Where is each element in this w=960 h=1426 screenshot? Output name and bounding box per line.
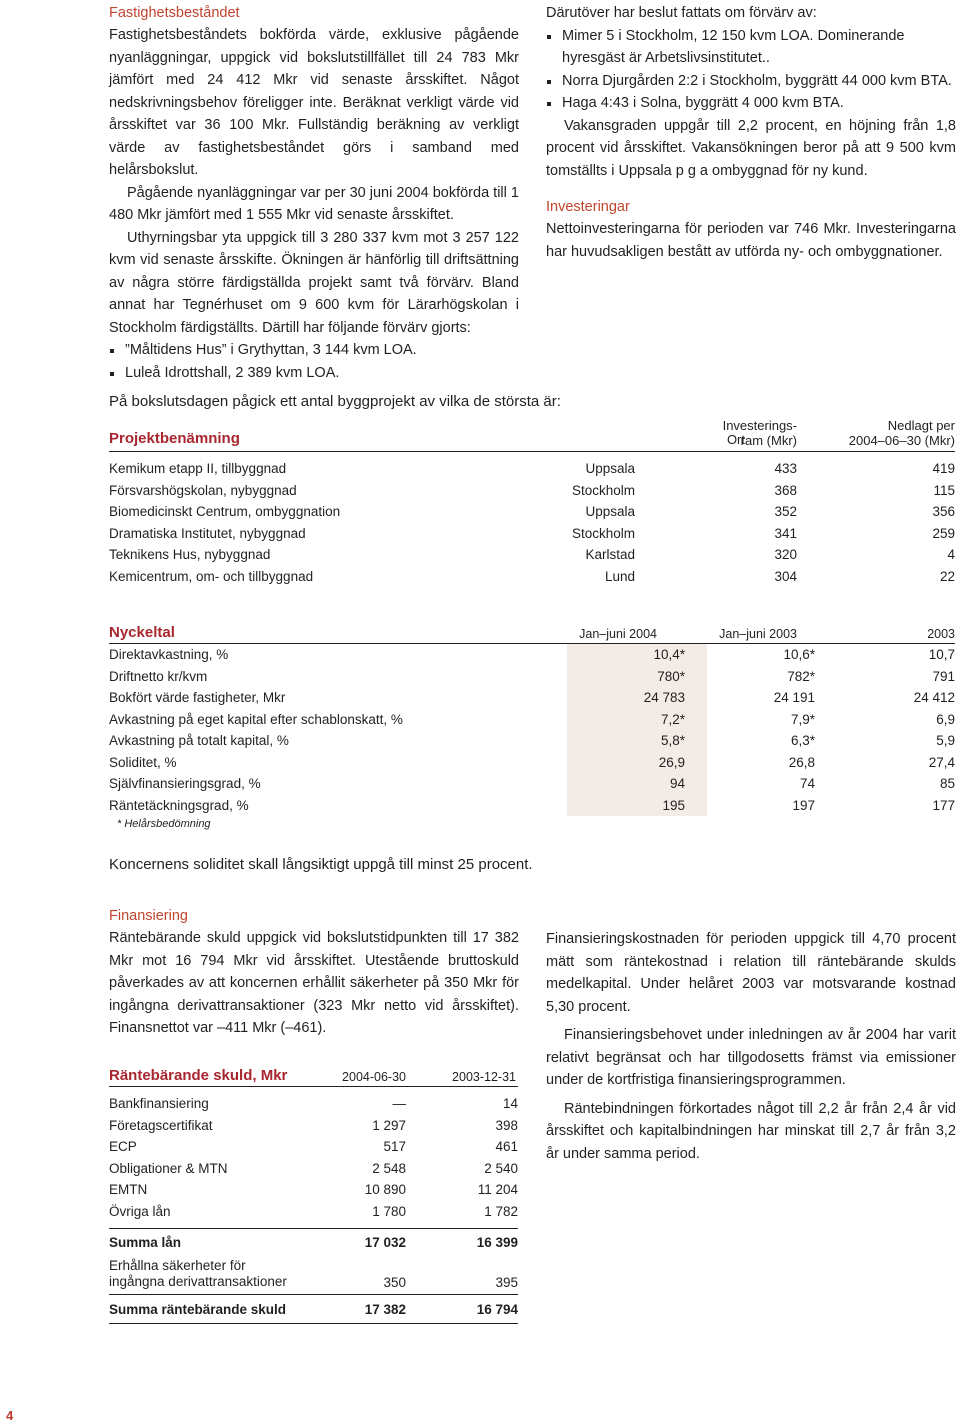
sakerheter-label-line1: Erhållna säkerheter för [109, 1258, 246, 1273]
total-skuld-v1: 17 382 [364, 1301, 406, 1317]
nyckeltal-jan-juni-2004: 7,2* [567, 709, 685, 731]
table-row [109, 458, 955, 480]
table-row [109, 1158, 518, 1180]
project-name: Biomedicinskt Centrum, ombyggnation [109, 504, 341, 520]
helars-footnote: * Helårsbedömning [117, 818, 211, 830]
table-row [109, 730, 955, 752]
nyckeltal-label: Självfinansieringsgrad, % [109, 776, 261, 792]
nyckeltal-label: Direktavkastning, % [109, 647, 229, 663]
skuld-table [109, 1066, 518, 1324]
skuld-label: Övriga lån [109, 1203, 171, 1219]
project-investeringsram: 341 [774, 525, 797, 541]
nyckeltal-jan-juni-2003: 24 191 [773, 690, 815, 706]
skuld-2003-12-31: 398 [495, 1117, 518, 1133]
nyckeltal-jan-juni-2003: 26,8 [788, 754, 815, 770]
beslut-forvarv-list [546, 25, 956, 115]
skuld-label: Obligationer & MTN [109, 1160, 228, 1176]
finansiering-right [546, 928, 956, 1165]
nyckeltal-jan-juni-2004: 24 783 [567, 687, 685, 709]
table-row [109, 480, 955, 502]
table-row [109, 566, 955, 588]
finansiering-kostnad-paragraph: Finansieringskostnaden för perioden uppgick till 4,70 procent mätt som räntekostnad i relation till räntebärande skulds medelkapital. Under helåret 2003 var motsvarande kostnad 5,30 procent. [546, 931, 956, 1015]
skuld-2003-12-31: 1 782 [484, 1203, 518, 1219]
col-investeringsram-header [723, 418, 797, 448]
skuld-label: Företagscertifikat [109, 1117, 213, 1133]
project-investeringsram: 352 [774, 504, 797, 520]
table-row [109, 666, 955, 688]
summa-lan-v2: 16 399 [476, 1235, 518, 1250]
project-nedlagt: 419 [932, 461, 955, 477]
col-jan-juni-2004: Jan–juni 2004 [579, 627, 657, 641]
projects-intro: På bokslutsdagen pågick ett antal byggprojekt av vilka de största är: [109, 393, 561, 410]
nyckeltal-label: Räntetäckningsgrad, % [109, 797, 249, 813]
col-2003: 2003 [927, 627, 955, 641]
project-name: Kemikum etapp II, tillbyggnad [109, 461, 287, 477]
project-ort: Uppsala [585, 461, 635, 477]
project-nedlagt: 356 [932, 504, 955, 520]
nyckeltal-header [109, 622, 955, 644]
col-ned-line1: Nedlagt per [887, 418, 955, 433]
nyckeltal-table [109, 622, 955, 830]
col-2003-12-31: 2003-12-31 [452, 1070, 516, 1084]
nyckeltal-label: Bokfört värde fastigheter, Mkr [109, 690, 286, 706]
finansiering-paragraph-1: Räntebärande skuld uppgick vid bokslutstidpunkten till 17 382 Mkr mot 16 794 Mkr vid årsskiftet. Utestående bruttoskuld påverkades av att koncernen erhållit säkerheter på 350 Mkr för ingångna derivattransaktioner (323 Mkr netto vid årsskiftet). Finansnettot var –411 Mkr (–461). [109, 930, 519, 1036]
investeringar-paragraph: Nettoinvesteringarna för perioden var 746 Mkr. Investeringarna har huvudsakligen bestått av utförda ny- och ombyggnationer. [546, 221, 956, 260]
page-number: 4 [6, 1408, 14, 1423]
projects-title: Projektbenämning [109, 430, 240, 447]
project-name: Försvarshögskolan, nybyggnad [109, 482, 297, 498]
vakans-paragraph: Vakansgraden uppgår till 2,2 procent, en höjning från 1,8 procent vid årsskiftet. Vakansökningen beror på att 9 500 kvm tomställts i Uppsala p g a ombyggnad för ny kund. [546, 117, 956, 179]
skuld-header [109, 1066, 518, 1087]
skuld-2004-06-30: 1 297 [372, 1117, 406, 1133]
skuld-label: Bankfinansiering [109, 1096, 209, 1112]
nyckeltal-2003: 27,4 [928, 754, 955, 770]
projects-table [109, 418, 955, 587]
skuld-2003-12-31: 2 540 [484, 1160, 518, 1176]
nyckeltal-jan-juni-2004: 5,8* [567, 730, 685, 752]
rantebindning-paragraph: Räntebindningen förkortades något till 2,2 år från 2,4 år vid årsskiftet och kapitalbindningen har minskat till 2,7 år från 3,2 år under samma period. [546, 1100, 956, 1162]
nyckeltal-label: Soliditet, % [109, 754, 177, 770]
project-ort: Stockholm [571, 525, 635, 541]
table-row [109, 795, 955, 817]
nyckeltal-jan-juni-2003: 6,3* [790, 733, 815, 749]
table-row [109, 501, 955, 523]
skuld-rows [109, 1093, 518, 1222]
col-inv-line1: Investerings- [722, 418, 797, 433]
nyckeltal-jan-juni-2004: 10,4* [567, 644, 685, 666]
col-nedlagt-header [849, 418, 955, 448]
project-nedlagt: 115 [933, 482, 955, 498]
skuld-total-row [109, 1295, 518, 1323]
list-item: Haga 4:43 i Solna, byggrätt 4 000 kvm BTA. [546, 92, 956, 115]
nyckeltal-rows [109, 644, 955, 816]
forvarv-list [109, 339, 519, 384]
nyckeltal-jan-juni-2003: 782* [787, 668, 815, 684]
project-ort: Stockholm [571, 482, 635, 498]
skuld-2004-06-30: — [392, 1096, 406, 1112]
list-item: Norra Djurgården 2:2 i Stockholm, byggrätt 44 000 kvm BTA. [546, 70, 956, 93]
nyckeltal-jan-juni-2003: 7,9* [790, 711, 815, 727]
skuld-2003-12-31: 461 [495, 1139, 518, 1155]
col-inv-line2: ram (Mkr) [740, 433, 797, 448]
skuld-2003-12-31: 11 204 [477, 1182, 518, 1198]
nyckeltal-jan-juni-2003: 197 [792, 797, 815, 813]
project-ort: Uppsala [585, 504, 635, 520]
nyckeltal-2003: 10,7 [928, 647, 955, 663]
nyckeltal-2003: 5,9 [936, 733, 955, 749]
table-row [109, 752, 955, 774]
skuld-2004-06-30: 10 890 [364, 1182, 406, 1198]
sakerheter-v2: 395 [495, 1275, 518, 1290]
col-jan-juni-2003: Jan–juni 2003 [719, 627, 797, 641]
summa-lan-label: Summa lån [109, 1235, 182, 1250]
project-nedlagt: 22 [939, 568, 955, 584]
table-row [109, 1179, 518, 1201]
table-row [109, 544, 955, 566]
finansieringsbehov-paragraph: Finansieringsbehovet under inledningen av år 2004 har varit relativt begränsat och har tillgodosetts främst via emissioner under de kortfristiga finansieringsprogrammen. [546, 1027, 956, 1088]
project-ort: Lund [604, 568, 635, 584]
nyckeltal-2003: 6,9 [936, 711, 955, 727]
fastighetsbestandet-section [109, 2, 519, 384]
table-row [109, 709, 955, 731]
sakerheter-label-line2: ingångna derivattransaktioner [109, 1274, 287, 1289]
skuld-2003-12-31: 14 [502, 1096, 518, 1112]
investeringar-heading: Investeringar [546, 199, 630, 215]
table-row [109, 1201, 518, 1223]
total-skuld-label: Summa räntebärande skuld [109, 1301, 287, 1317]
col-ort-header: Ort [726, 432, 745, 447]
skuld-label: ECP [109, 1139, 137, 1155]
nyckeltal-jan-juni-2003: 10,6* [783, 647, 815, 663]
project-nedlagt: 4 [947, 547, 955, 563]
project-investeringsram: 320 [774, 547, 797, 563]
project-name: Teknikens Hus, nybyggnad [109, 547, 271, 563]
sakerheter-v1: 350 [383, 1275, 406, 1290]
nyckeltal-jan-juni-2004: 780* [567, 666, 685, 688]
finansiering-heading: Finansiering [109, 908, 188, 924]
table-row [109, 644, 955, 666]
list-item: ”Måltidens Hus” i Grythyttan, 3 144 kvm LOA. [109, 339, 519, 362]
soliditet-note: Koncernens soliditet skall långsiktigt uppgå till minst 25 procent. [109, 856, 533, 873]
project-ort: Karlstad [585, 547, 635, 563]
nyckeltal-label: Avkastning på totalt kapital, % [109, 733, 289, 749]
nyckeltal-jan-juni-2004: 94 [567, 773, 685, 795]
list-item: Mimer 5 i Stockholm, 12 150 kvm LOA. Dominerande hyresgäst är Arbetslivsinstitutet.. [546, 25, 956, 70]
project-nedlagt: 259 [932, 525, 955, 541]
total-skuld-v2: 16 794 [476, 1301, 518, 1317]
project-investeringsram: 433 [774, 461, 797, 477]
projects-rows [109, 458, 955, 587]
fastighetsbestandet-heading: Fastighetsbeståndet [109, 5, 240, 21]
table-row [109, 773, 955, 795]
skuld-summa-row [109, 1229, 518, 1294]
table-row [109, 523, 955, 545]
nyckeltal-2003: 24 412 [913, 690, 955, 706]
nyckeltal-title: Nyckeltal [109, 624, 175, 641]
summa-lan-v1: 17 032 [364, 1235, 406, 1250]
col-2004-06-30: 2004-06-30 [342, 1070, 406, 1084]
nyckeltal-jan-juni-2004: 195 [567, 795, 685, 817]
fastighet-paragraph-3: Uthyrningsbar yta uppgick till 3 280 337 kvm mot 3 257 122 kvm vid senaste årsskifte. Ökningen är hänförlig till driftsättning av några större färdigställda projekt samt två förvärv. Bland annat har Tegnérhuset om 9 600 kvm för Lärarhögskolan i Stockholm färdigställts. Därtill har följande förvärv gjorts: [109, 229, 519, 336]
nyckeltal-label: Avkastning på eget kapital efter schablonskatt, % [109, 711, 403, 727]
table-row [109, 687, 955, 709]
nyckeltal-jan-juni-2004: 26,9 [567, 752, 685, 774]
forvarv-section [546, 2, 956, 263]
projects-table-header [109, 418, 955, 452]
list-item: Luleå Idrottshall, 2 389 kvm LOA. [109, 362, 519, 385]
skuld-title: Räntebärande skuld, Mkr [109, 1067, 288, 1084]
table-row [109, 1093, 518, 1115]
fastighet-paragraph-1: Fastighetsbeståndets bokförda värde, exklusive pågående nyanläggningar, uppgick vid bokslutstillfället till 24 783 Mkr jämfört med 24 412 Mkr vid senaste årsskiftet. Något nedskrivningsbehov föreligger inte. Beräknat verkligt värde vid årsskiftet var 36 100 Mkr. Fullständig beräkning av verkligt värde av fastighetsbeståndet görs i samband med helårsbokslut. [109, 27, 519, 178]
sakerheter-label [109, 1256, 324, 1294]
nyckeltal-jan-juni-2003: 74 [799, 776, 815, 792]
forvarv-intro: Därutöver har beslut fattats om förvärv av: [546, 5, 817, 21]
fastighet-paragraph-2: Pågående nyanläggningar var per 30 juni 2004 bokförda till 1 480 Mkr jämfört med 1 555 Mkr vid senaste årsskiftet. [109, 184, 519, 223]
project-investeringsram: 368 [774, 482, 797, 498]
nyckeltal-2003: 791 [932, 668, 955, 684]
project-name: Kemicentrum, om- och tillbyggnad [109, 568, 314, 584]
table-row [109, 1136, 518, 1158]
col-ned-line2: 2004–06–30 (Mkr) [848, 433, 955, 448]
skuld-2004-06-30: 1 780 [372, 1203, 406, 1219]
table-row [109, 1115, 518, 1137]
nyckeltal-label: Driftnetto kr/kvm [109, 668, 208, 684]
project-investeringsram: 304 [774, 568, 797, 584]
skuld-2004-06-30: 517 [383, 1139, 406, 1155]
nyckeltal-2003: 177 [932, 797, 955, 813]
nyckeltal-2003: 85 [939, 776, 955, 792]
finansiering-section [109, 905, 519, 1040]
project-name: Dramatiska Institutet, nybyggnad [109, 525, 306, 541]
skuld-2004-06-30: 2 548 [372, 1160, 406, 1176]
skuld-label: EMTN [109, 1182, 148, 1198]
